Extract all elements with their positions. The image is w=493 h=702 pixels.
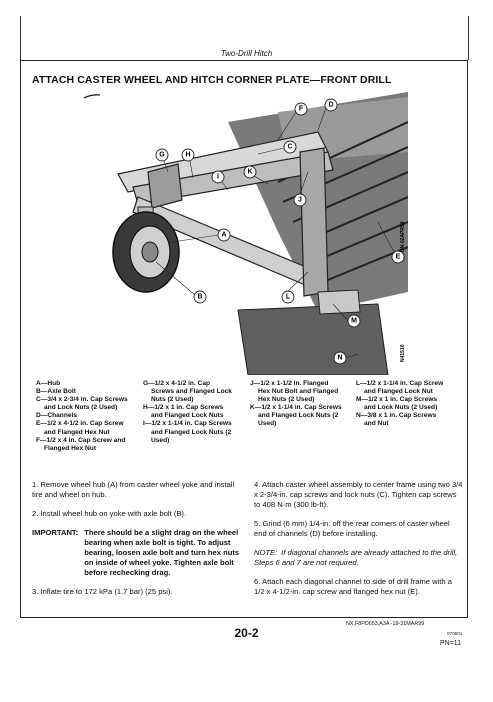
callout-m: M (351, 317, 357, 325)
legend-line: M—1/2 x 1 in. Cap Screws (356, 396, 437, 404)
callout-d: D (328, 101, 334, 109)
legend-line: B—Axle Bolt (36, 388, 76, 396)
section-title: ATTACH CASTER WHEEL AND HITCH CORNER PLATE—FRONT DRILL (32, 74, 392, 86)
callout-n: N (337, 354, 343, 362)
legend-line: and Lock Nuts (2 Used) (364, 404, 438, 412)
legend-line: Screws and Flanged Lock (151, 388, 232, 396)
legend-line: and Nut (364, 420, 389, 428)
callout-f: F (298, 105, 304, 113)
instructions-right (254, 480, 464, 606)
legend-line: N—3/8 x 1 in. Cap Screws (356, 412, 437, 420)
figure-code-n41510: N41510 (400, 344, 406, 362)
footer-date: 070501 (447, 631, 463, 636)
legend-line: and Flanged Lock Nuts (2 (151, 428, 232, 436)
footer-pn: PN=11 (440, 640, 462, 647)
legend-col-1 (36, 380, 128, 453)
legend-line: Hex Nuts (2 Used) (258, 396, 315, 404)
important-block (32, 528, 244, 578)
step-6: 6. Attach each diagonal channel to side of drill frame with a 1/2 x 4-1/2-in. cap screw and flanged hex nut (E). (254, 577, 452, 596)
legend-line: and Flanged Lock Nuts (151, 412, 224, 420)
callout-k: K (247, 168, 253, 176)
legend-line: and Flanged Lock Nuts (2 (258, 412, 339, 420)
header-title: Two-Drill Hitch (220, 49, 273, 58)
legend-line: Used) (258, 420, 277, 428)
page-number: 20-2 (234, 626, 259, 640)
step-1: 1. Remove wheel hub (A) from caster wheel yoke and install tire and wheel on hub. (32, 480, 235, 499)
important-text: There should be a slight drag on the wheel bearing when axle bolt is tight. To adjust bearing, loosen axle bolt and turn hex nuts on inside of wheel yoke. Tighten axle bolt before rechecking drag. (84, 528, 240, 577)
legend-line: I—1/2 x 1-1/4 in. Cap Screws (143, 420, 232, 428)
legend-line: and Flanged Hex Nut (44, 428, 110, 436)
legend-line: C—3/4 x 2-3/4 in. Cap Screws (36, 396, 128, 404)
legend-line: K—1/2 x 1-1/4 in. Cap Screws (250, 404, 342, 412)
step-3: 3. Inflate tire to 172 kPa (1.7 bar) (25 psi). (32, 587, 173, 596)
callout-c: C (287, 143, 293, 151)
hitch-figure (78, 92, 408, 375)
legend-line: Nuts (2 Used) (151, 396, 194, 404)
legend-line: and Flanged Lock Nut (364, 388, 433, 396)
legend-line: A—Hub (36, 380, 61, 387)
step-5: 5. Grind (6 mm) 1/4-in. off the rear corners of caster wheel end of channels (D) before installing. (254, 519, 450, 538)
callout-h: H (185, 151, 191, 159)
legend-line: and Lock Nuts (2 Used) (44, 404, 118, 412)
instructions-left (32, 480, 244, 606)
legend-line: Used) (151, 436, 170, 444)
step-2: 2. Install wheel hub on yoke with axle bolt (B). (32, 509, 187, 518)
callout-g: G (159, 151, 165, 159)
legend-line: E—1/2 x 4-1/2 in. Cap Screw (36, 420, 124, 428)
figure-code-un: UN-02APR99 (400, 221, 406, 252)
legend-line: L—1/2 x 1-1/4 in. Cap Screw (356, 380, 444, 387)
legend-col-4 (356, 380, 443, 429)
callout-b: B (197, 293, 203, 301)
legend-line: H—1/2 x 1 in. Cap Screws (143, 404, 224, 412)
note-text: If diagonal channels are already attached to the drill, Steps 6 and 7 are not required. (254, 548, 458, 567)
callout-i: I (217, 173, 219, 181)
note-block (254, 548, 464, 568)
legend-line: J—1/2 x 1-1/2 in. Flanged (250, 380, 329, 387)
legend-line: Hex Nut Bolt and Flanged (258, 388, 339, 396)
footer-ref-code: NX,F8PD653,A3A -19-31MAR99 (346, 621, 425, 627)
legend-col-3 (250, 380, 342, 429)
callout-e: E (395, 253, 401, 261)
important-label: IMPORTANT: (32, 528, 79, 537)
callout-l: L (285, 293, 291, 301)
legend-line: D—Channels (36, 412, 78, 420)
note-label: NOTE: (254, 548, 278, 557)
legend-line: G—1/2 x 4-1/2 in. Cap (143, 380, 211, 387)
legend-line: Flanged Hex Nut (44, 444, 97, 452)
step-4: 4. Attach caster wheel assembly to center frame using two 3/4 x 2-3/4-in. cap screws and lock nuts (C). Tighten cap screws to 408 N·m (300 lb-ft). (254, 480, 463, 509)
callout-a: A (221, 231, 227, 239)
legend-col-2 (143, 380, 232, 445)
callout-j: J (298, 196, 302, 204)
legend-line: F—1/2 x 4 in. Cap Screw and (36, 436, 126, 444)
